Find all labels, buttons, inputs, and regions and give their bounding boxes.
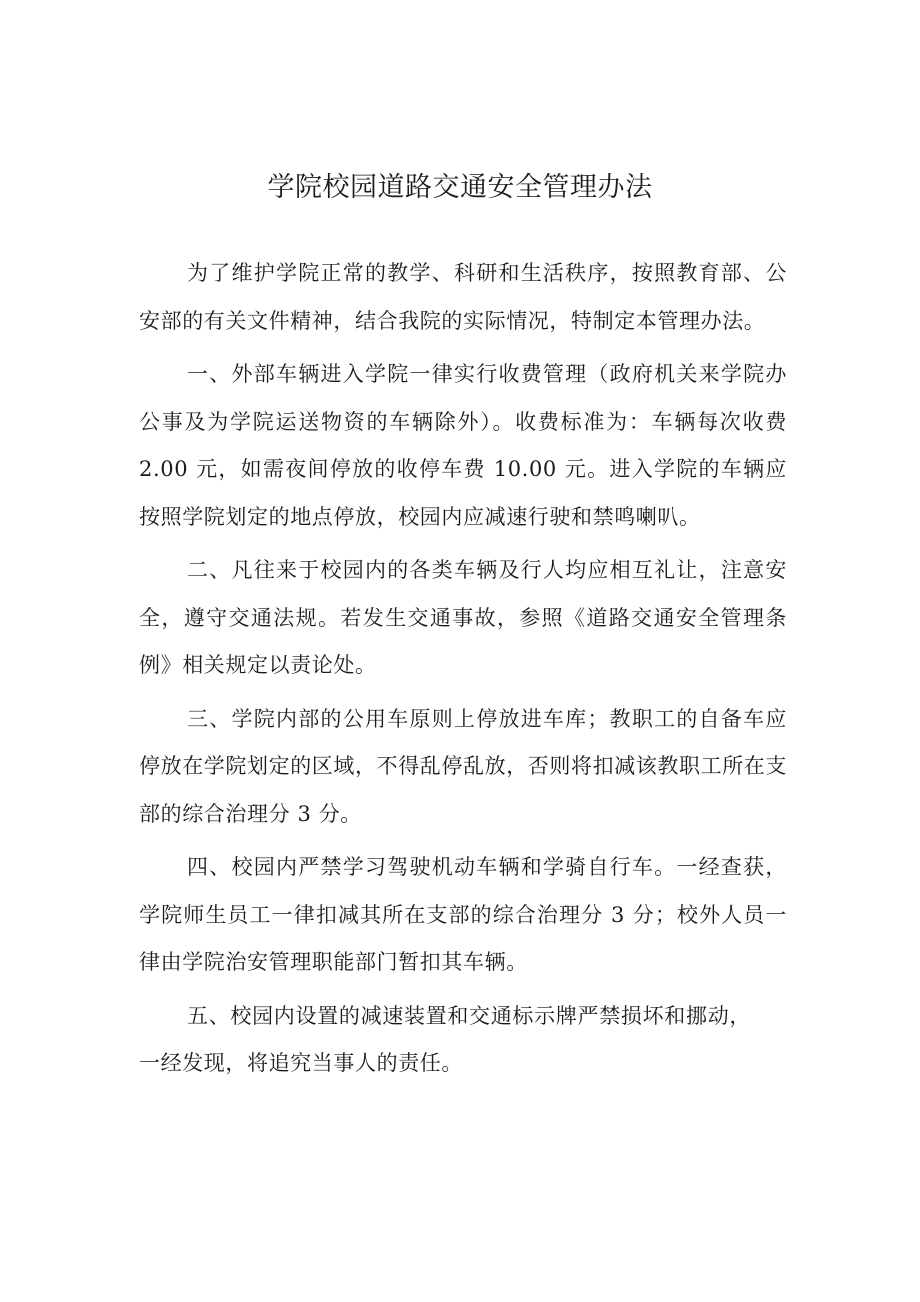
article-5-paragraph: 五、校园内设置的减速装置和交通标示牌严禁损坏和挪动，一经发现，将追究当事人的责任。 (139, 1003, 751, 1075)
article-4-paragraph: 四、校园内严禁学习驾驶机动车辆和学骑自行车。一经查获，学院师生员工一律扣减其所在支部的综合治理分 3 分；校外人员一律由学院治安管理职能部门暂扣其车辆。 (139, 855, 787, 974)
article-1-paragraph: 一、外部车辆进入学院一律实行收费管理（政府机关来学院办公事及为学院运送物资的车辆除外）。收费标准为：车辆每次收费 2.00 元，如需夜间停放的收停车费 10.00 元。进入学院的车辆应按照学院划定的地点停放，校园内应减速行驶和禁鸣喇叭。 (139, 362, 787, 529)
document-title: 学院校园道路交通安全管理办法 (267, 172, 653, 203)
article-3-paragraph: 三、学院内部的公用车原则上停放进车库；教职工的自备车应停放在学院划定的区域，不得乱停乱放，否则将扣减该教职工所在支部的综合治理分 3 分。 (139, 706, 787, 826)
article-2-paragraph: 二、凡往来于校园内的各类车辆及行人均应相互礼让，注意安全，遵守交通法规。若发生交通事故，参照《道路交通安全管理条例》相关规定以责论处。 (139, 558, 787, 677)
intro-paragraph: 为了维护学院正常的教学、科研和生活秩序，按照教育部、公安部的有关文件精神，结合我院的实际情况，特制定本管理办法。 (139, 261, 787, 333)
document-body (139, 250, 787, 1094)
